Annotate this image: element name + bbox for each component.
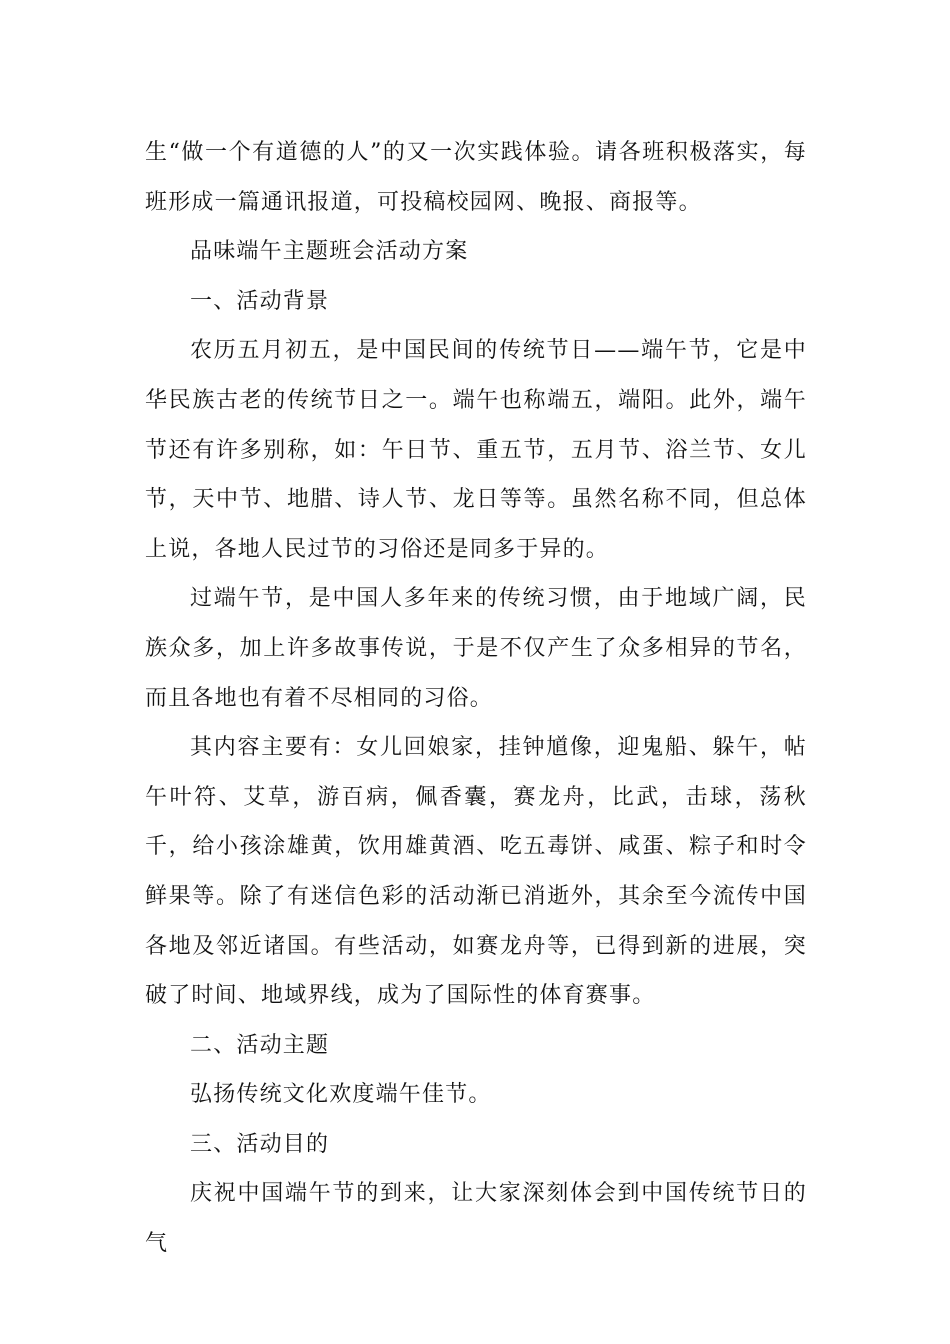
document-body — [145, 128, 807, 1269]
paragraph-purpose: 庆祝中国端午节的到来，让大家深刻体会到中国传统节日的气 — [145, 1181, 807, 1257]
plan-title: 品味端午主题班会活动方案 — [190, 239, 469, 265]
paragraph-continuation: 生“做一个有道德的人”的又一次实践体验。请各班积极落实，每班形成一篇通讯报道，可投稿校园网、晚报、商报等。 — [145, 140, 807, 215]
section-heading-theme: 二、活动主题 — [190, 1032, 330, 1058]
paragraph-background-3: 其内容主要有：女儿回娘家，挂钟馗像，迎鬼船、躲午，帖午叶符、艾草，游百病，佩香囊，赛龙舟，比武，击球，荡秋千，给小孩涂雄黄，饮用雄黄酒、吃五毒饼、咸蛋、粽子和时令鲜果等。除了有迷信色彩的活动渐已消逝外，其余至今流传中国各地及邻近诸国。有些活动，如赛龙舟等，已得到新的进展，突破了时间、地域界线，成为了国际性的体育赛事。 — [145, 735, 807, 1009]
paragraph-background-1: 农历五月初五，是中国民间的传统节日——端午节，它是中华民族古老的传统节日之一。端午也称端五，端阳。此外，端午节还有许多别称，如：午日节、重五节，五月节、浴兰节、女儿节，天中节、地腊、诗人节、龙日等等。虽然名称不同，但总体上说，各地人民过节的习俗还是同多于异的。 — [145, 338, 807, 562]
paragraph-background-2: 过端午节，是中国人多年来的传统习惯，由于地域广阔，民族众多，加上许多故事传说，于是不仅产生了众多相异的节名，而且各地也有着不尽相同的习俗。 — [145, 586, 807, 711]
paragraph-theme: 弘扬传统文化欢度端午佳节。 — [190, 1082, 492, 1108]
section-heading-purpose: 三、活动目的 — [190, 1131, 330, 1157]
section-heading-background: 一、活动背景 — [190, 288, 330, 314]
